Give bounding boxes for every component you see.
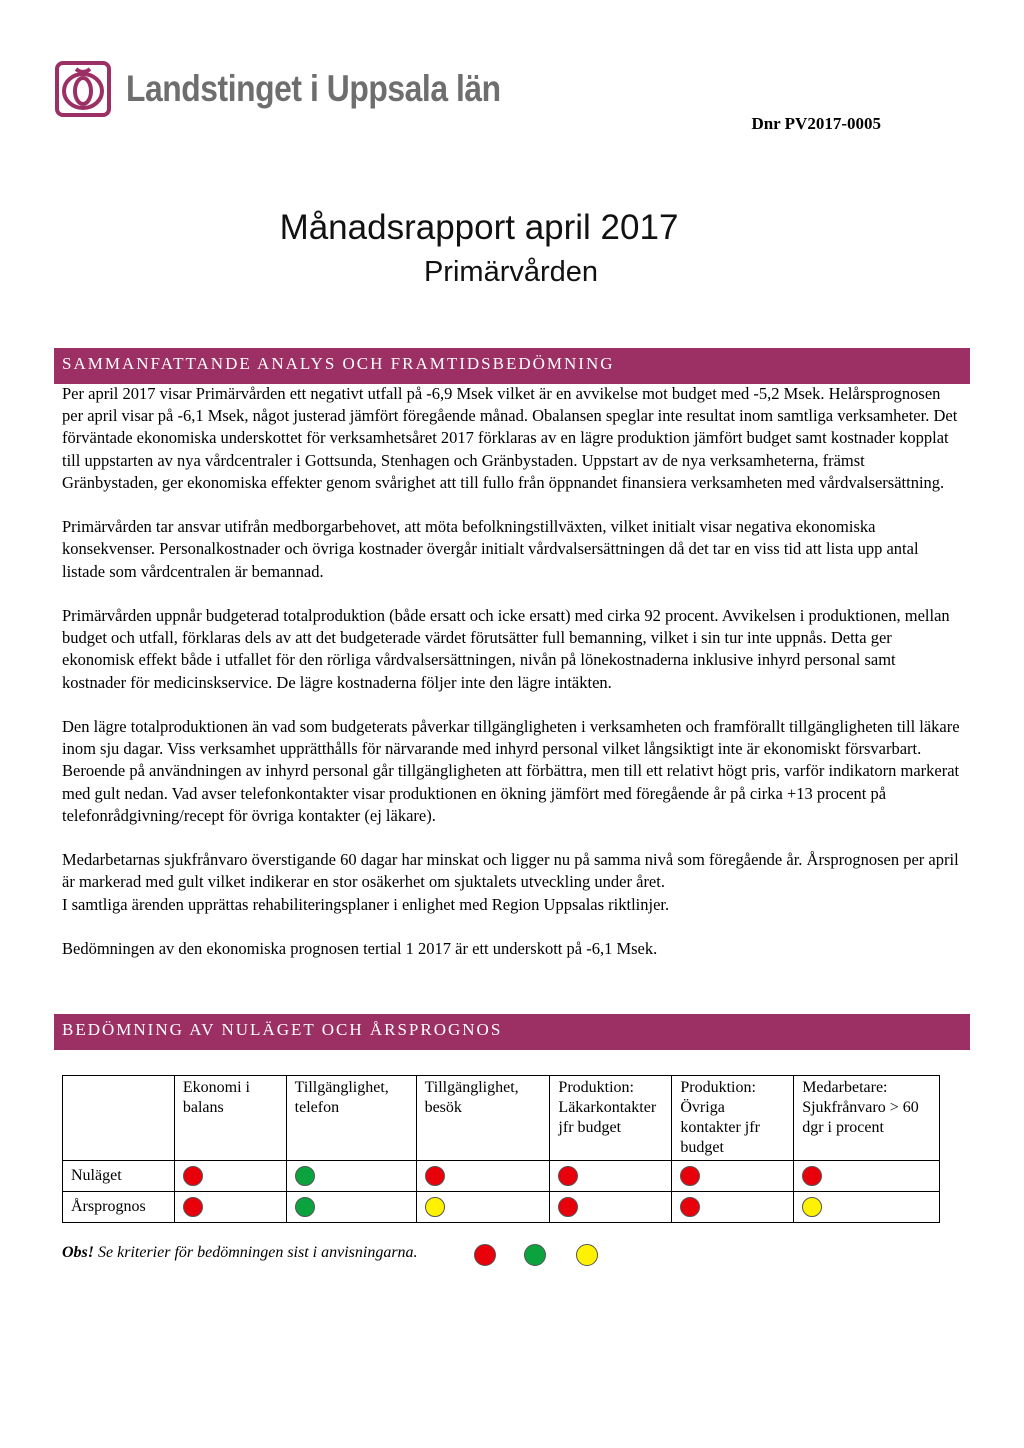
status-indicator-icon (802, 1197, 822, 1217)
logo-emblem-icon (54, 60, 112, 118)
section-heading-assessment: BEDÖMNING AV NULÄGET OCH ÅRSPROGNOS (54, 1014, 970, 1050)
status-indicator-icon (295, 1166, 315, 1186)
column-header: Produktion: Läkarkontakter jfr budget (550, 1076, 672, 1161)
org-logo (54, 60, 562, 118)
paragraph: Per april 2017 visar Primärvården ett negativt utfall på -6,9 Msek vilket är en avvikelse mot budget med -5,2 Msek. Helårsprognosen per april visar på -6,1 Msek, något justerad jämfört föregående månad. Obalansen speglar inte resultat inom samtliga verksamheter. Det förväntade ekonomiska underskottet för verksamhetsåret 2017 förklaras av en lägre produktion jämfört budget samt kostnader kopplat till uppstarten av nya vårdcentraler i Gottsunda, Stenhagen och Gränbystaden. Uppstart av de nya verksamheterna, främst Gränbystaden, ger ekonomiska effekter genom svårighet att till fullo från öppnandet finansiera verksamheten med vårdvalsersättning. (62, 384, 958, 492)
status-indicator-icon (680, 1166, 700, 1186)
assessment-note (62, 1244, 418, 1262)
row-label: Nuläget (63, 1161, 175, 1192)
status-indicator-icon (558, 1197, 578, 1217)
legend-yellow-dot-icon (576, 1244, 598, 1266)
paragraph: Bedömningen av den ekonomiska prognosen tertial 1 2017 är ett underskott på -6,1 Msek. (62, 939, 658, 958)
status-indicator-icon (802, 1166, 822, 1186)
table-header-row (63, 1076, 940, 1161)
column-header: Tillgänglighet, telefon (286, 1076, 416, 1161)
column-header: Tillgänglighet, besök (416, 1076, 550, 1161)
legend-green-dot-icon (524, 1244, 546, 1266)
document-reference-number: Dnr PV2017-0005 (751, 114, 881, 133)
assessment-table (62, 1075, 940, 1223)
section-heading-analysis: SAMMANFATTANDE ANALYS OCH FRAMTIDSBEDÖMNING (54, 348, 970, 384)
status-indicator-icon (425, 1197, 445, 1217)
paragraph: Primärvården uppnår budgeterad totalproduktion (både ersatt och icke ersatt) med cirka 92 procent. Avvikelsen i produktionen, mellan budget och utfall, förklaras dels av att det budgeterade värdet förutsätter full bemanning, vilket i sin tur inte uppnås. Detta ger ekonomisk effekt både i utfallet för den rörliga vårdvalsersättningen, nivån på lönekostnaderna inklusive inhyrd personal samt kostnader för medicinskservice. De lägre kostnaderna följer inte den lägre intäkten. (62, 606, 950, 692)
org-name: Landstinget i Uppsala län (126, 68, 501, 109)
status-indicator-icon (183, 1166, 203, 1186)
status-indicator-icon (558, 1166, 578, 1186)
paragraph: Medarbetarnas sjukfrånvaro överstigande 60 dagar har minskat och ligger nu på samma nivå som föregående år. Årsprognosen per april är markerad med gult vilket indikerar en stor osäkerhet om sjuktalets utveckling under året. I samtliga ärenden upprättas rehabiliteringsplaner i enlighet med Region Uppsalas riktlinjer. (62, 850, 959, 914)
status-indicator-icon (425, 1166, 445, 1186)
status-indicator-icon (183, 1197, 203, 1217)
table-row (63, 1161, 940, 1192)
paragraph: Primärvården tar ansvar utifrån medborgarbehovet, att möta befolkningstillväxten, vilket initialt visar negativa ekonomiska konsekvenser. Personalkostnader och övriga kostnader övergår initialt vårdvalsersättningen då det tar en viss tid att lista upp antal listade som vårdcentralen är bemannad. (62, 517, 919, 581)
page-subtitle: Primärvården (423, 256, 599, 288)
note-text: Se kriterier för bedömningen sist i anvisningarna. (94, 1244, 418, 1261)
column-header: Produktion: Övriga kontakter jfr budget (672, 1076, 794, 1161)
legend-red-dot-icon (474, 1244, 496, 1266)
column-header: Ekonomi i balans (174, 1076, 286, 1161)
page-title: Månadsrapport april 2017 (279, 208, 679, 247)
analysis-body (62, 383, 962, 960)
row-label: Årsprognos (63, 1192, 175, 1223)
status-indicator-icon (680, 1197, 700, 1217)
table-row (63, 1192, 940, 1223)
note-label: Obs! (62, 1244, 95, 1261)
status-indicator-icon (295, 1197, 315, 1217)
column-header: Medarbetare: Sjukfrånvaro > 60 dgr i procent (794, 1076, 940, 1161)
table-corner-cell (63, 1076, 175, 1161)
paragraph: Den lägre totalproduktionen än vad som budgeterats påverkar tillgängligheten i verksamheten och framförallt tillgängligheten till läkare inom sju dagar. Viss verksamhet upprätthålls för närvarande med inhyrd personal vilket långsiktigt inte är ekonomiskt försvarbart. Beroende på användningen av inhyrd personal går tillgängligheten att förbättra, men till ett relativt högt pris, varför indikatorn markerat med gult nedan. Vad avser telefonkontakter visar produktionen en ökning jämfört med föregående år på cirka +13 procent på telefonrådgivning/recept för övriga kontakter (ej läkare). (62, 717, 960, 825)
